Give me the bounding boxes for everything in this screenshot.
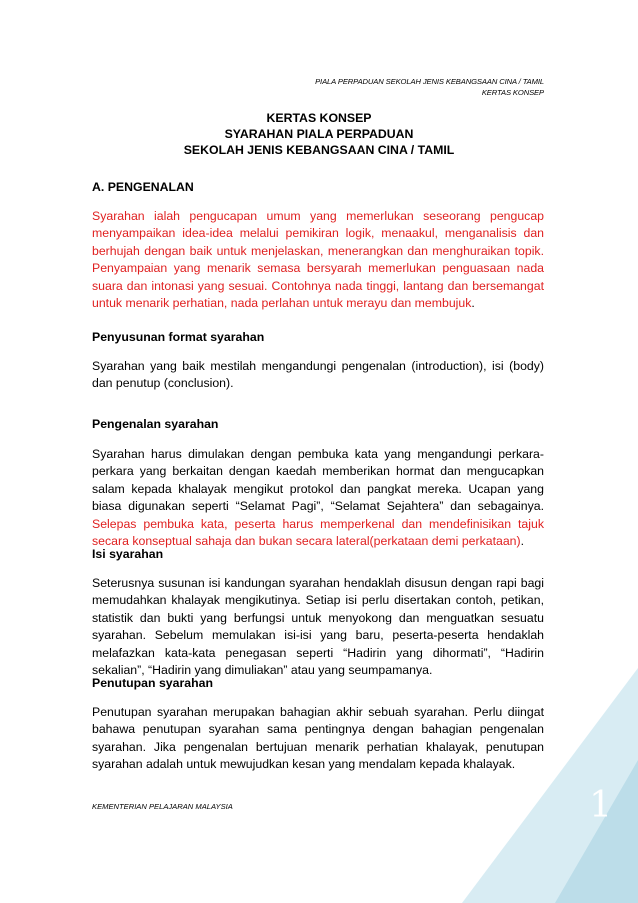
running-header [315,76,544,98]
paragraph-isi: Seterusnya susunan isi kandungan syarahan hendaklah disusun dengan rapi bagi memudahkan khalayak mengikutinya. Setiap isi perlu disertakan contoh, petikan, statistik dan bukti yang berfungsi untuk menyokong dan menguatkan sesuatu syarahan. Sebelum memulakan isi-isi yang baru, peserta-peserta hendaklah melafazkan kata-kata penegasan seperti “Hadirin yang dihormati”, “Hadirin sekalian”, “Hadirin yang dimuliakan” atau yang seumpamanya. [92,576,544,678]
title-line3: SEKOLAH JENIS KEBANGSAAN CINA / TAMIL [183,143,455,157]
footer-text: KEMENTERIAN PELAJARAN MALAYSIA [92,802,233,811]
paragraph-intro [92,446,544,550]
paragraph-intro-red-text: Selepas pembuka kata, peserta harus memperkenal dan mendefinisikan tajuk secara konseptual sahaja dan bukan secara lateral(perkataan demi perkataan) [92,516,544,549]
section-heading-format: Penyusunan format syarahan [92,330,265,344]
title-line2: SYARAHAN PIALA PERPADUAN [224,127,414,141]
section-heading-penutup: Penutupan syarahan [92,676,213,690]
document-title [0,110,638,158]
section-heading-pengenalan: A. PENGENALAN [92,180,194,194]
section-heading-isi: Isi syarahan [92,547,164,561]
running-header-line2: KERTAS KONSEP [481,88,544,97]
paragraph-pengenalan [92,208,544,312]
paragraph-pengenalan-text: Syarahan ialah pengucapan umum yang memerlukan seseorang pengucap menyampaikan idea-idea melalui pemikiran logik, menaakul, menganalisis dan berhujah dengan baik untuk menjelaskan, menerangkan dan menghuraikan topik. Penyampaian yang menarik semasa bersyarah memerlukan penguasaan nada suara dan intonasi yang sesuai. Contohnya nada tinggi, lantang dan bersemangat untuk menarik perhatian, nada perlahan untuk merayu dan membujuk [92,209,544,311]
page-number: 1 [589,785,612,826]
title-line1: KERTAS KONSEP [266,111,372,125]
paragraph-intro-text: Syarahan harus dimulakan dengan pembuka kata yang mengandungi perkara-perkara yang berkaitan dengan kaedah memberikan hormat dan mengucapkan salam kepada khalayak mengikut protokol dan pangkat mereka. Ucapan yang biasa digunakan seperti “Selamat Pagi”, “Selamat Sejahtera” dan sebagainya. [92,447,544,514]
section-heading-intro: Pengenalan syarahan [92,417,219,431]
paragraph-pengenalan-period: . [471,296,475,311]
paragraph-format: Syarahan yang baik mestilah mengandungi pengenalan (introduction), isi (body) dan penutup (conclusion). [92,359,544,391]
paragraph-intro-period: . [520,534,525,549]
running-header-line1: PIALA PERPADUAN SEKOLAH JENIS KEBANGSAAN CINA / TAMIL [315,77,544,86]
paragraph-penutup: Penutupan syarahan merupakan bahagian akhir sebuah syarahan. Perlu diingat bahawa penutupan syarahan sama pentingnya dengan bahagian pengenalan syarahan. Jika pengenalan bertujuan menarik perhatian khalayak, penutupan syarahan adalah untuk mewujudkan kesan yang mendalam kepada khalayak. [92,705,544,772]
